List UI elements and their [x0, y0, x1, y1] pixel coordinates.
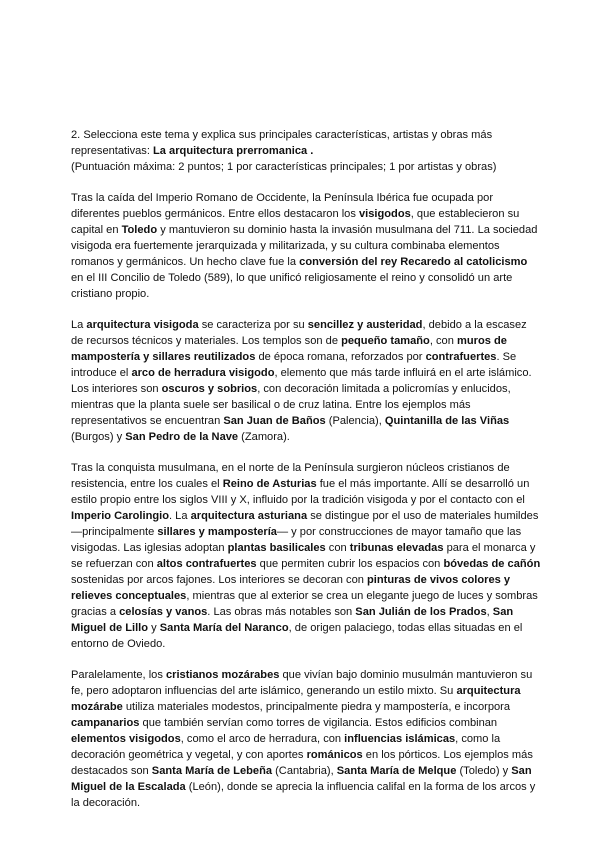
question-text: 2. Selecciona este tema y explica sus principales características, artistas y obras más representativas: [71, 129, 493, 157]
text-run: , de origen palaciego, todas ellas situadas en el entorno de Oviedo. [71, 622, 523, 650]
bold-term: San Miguel de la Escalada [71, 765, 532, 793]
bold-term: visigodos [358, 208, 411, 220]
bold-term: Santa María de Melque [336, 765, 457, 777]
text-run: (Burgos) y [71, 431, 126, 443]
text-run: y mantuvieron su dominio hasta la invasión musulmana del 711. La sociedad visigoda era fuertemente jerarquizada y militarizada, y su cultura combinaba elementos romanos y germánicos. Un hecho clave fue la [71, 224, 538, 268]
bold-term: sillares y mampostería [157, 526, 277, 538]
bold-term: campanarios [71, 717, 140, 729]
bold-term: San Julián de los Prados [355, 606, 487, 618]
text-run: , como la decoración geométrica y vegetal, y con aportes [71, 733, 501, 761]
text-run: , elemento que más tarde influirá en el arte islámico. Los interiores son [71, 367, 532, 395]
paragraph-4 [71, 667, 541, 811]
bold-term: celosías y vanos [119, 606, 208, 618]
bold-term: San Juan de Baños [223, 415, 326, 427]
text-run: fue el más importante. Allí se desarrolló un estilo propio entre los siglos VIII y X, influido por la tradición visigoda y por el contacto con el [71, 478, 530, 506]
bold-term: bóvedas de cañón [443, 558, 541, 570]
text-run: (Toledo) y [456, 765, 512, 777]
text-run: . La [169, 510, 191, 522]
text-run: y [148, 622, 160, 634]
question-topic: La arquitectura prerromanica . [153, 145, 314, 157]
bold-term: cristianos mozárabes [165, 669, 280, 681]
paragraph-2 [71, 317, 541, 445]
text-run: , mientras que al exterior se crea un elegante juego de luces y sombras gracias a [71, 590, 538, 618]
bold-term: románicos [306, 749, 363, 761]
text-run: (León), donde se aprecia la influencia califal en la forma de los arcos y la decoración. [71, 781, 536, 809]
bold-term: Imperio Carolingio [71, 510, 170, 522]
bold-term: muros de mampostería y sillares reutilizados [71, 335, 507, 363]
text-run: , como el arco de herradura, con [180, 733, 345, 745]
paragraph-1 [71, 190, 541, 302]
text-run: que permiten cubrir los espacios con [256, 558, 444, 570]
scoring-note: (Puntuación máxima: 2 puntos; 1 por características principales; 1 por artistas y obras) [71, 161, 497, 173]
bold-term: altos contrafuertes [156, 558, 257, 570]
bold-term: San Pedro de la Nave [125, 431, 239, 443]
text-run: — y por construcciones de mayor tamaño que las visigodas. Las iglesias adoptan [71, 526, 522, 554]
text-run: de época romana, reforzados por [255, 351, 426, 363]
text-run: que vivían bajo dominio musulmán mantuvieron su fe, pero adoptaron influencias del arte islámico, generando un estilo mixto. Su [71, 669, 533, 697]
question-header [71, 127, 541, 175]
text-run: , que establecieron su capital en [71, 208, 520, 236]
bold-term: arquitectura mozárabe [71, 685, 521, 713]
bold-term: pequeño tamaño [341, 335, 430, 347]
bold-term: arquitectura visigoda [86, 319, 199, 331]
bold-term: conversión del rey Recaredo al catolicismo [299, 256, 528, 268]
paragraph-3 [71, 460, 541, 652]
bold-term: plantas basilicales [227, 542, 326, 554]
text-run: , con decoración limitada a policromías y enlucidos, mientras que la planta suele ser basilical o de cruz latina. Entre los ejemplos más representativos se encuentran [71, 383, 511, 427]
text-run: (Palencia), [325, 415, 385, 427]
text-run: para el monarca y se refuerzan con [71, 542, 536, 570]
bold-term: elementos visigodos [71, 733, 181, 745]
bold-term: Reino de Asturias [222, 478, 317, 490]
text-run: (Cantabria), [272, 765, 337, 777]
document-body [71, 127, 541, 826]
text-run: sostenidas por arcos fajones. Los interiores se decoran con [71, 574, 367, 586]
bold-term: sencillez y austeridad [307, 319, 423, 331]
text-run: , debido a la escasez de recursos técnicos y materiales. Los templos son de [71, 319, 527, 347]
text-run: se caracteriza por su [198, 319, 308, 331]
text-run: . Se introduce el [71, 351, 517, 379]
text-run: . Las obras más notables son [207, 606, 356, 618]
text-run: con [325, 542, 350, 554]
text-run: , [486, 606, 493, 618]
bold-term: Toledo [121, 224, 158, 236]
text-run: en los pórticos. Los ejemplos más destacados son [71, 749, 533, 777]
bold-term: arquitectura asturiana [190, 510, 308, 522]
bold-term: Santa María de Lebeña [151, 765, 273, 777]
text-run: Paralelamente, los [71, 669, 166, 681]
text-run: en el III Concilio de Toledo (589), lo que unificó religiosamente el reino y consolidó un arte cristiano propio. [71, 272, 513, 300]
bold-term: arco de herradura visigodo [131, 367, 275, 379]
answer-paragraphs [71, 190, 541, 811]
bold-term: tribunas elevadas [349, 542, 444, 554]
bold-term: San Miguel de Lillo [71, 606, 514, 634]
bold-term: Santa María del Naranco [159, 622, 289, 634]
text-run: La [71, 319, 87, 331]
text-run: se distingue por el uso de materiales humildes —principalmente [71, 510, 539, 538]
text-run: utiliza materiales modestos, principalmente piedra y mampostería, e incorpora [122, 701, 511, 713]
text-run: (Zamora). [238, 431, 290, 443]
bold-term: oscuros y sobrios [161, 383, 258, 395]
text-run: , con [429, 335, 457, 347]
bold-term: Quintanilla de las Viñas [384, 415, 510, 427]
bold-term: influencias islámicas [344, 733, 456, 745]
bold-term: contrafuertes [425, 351, 497, 363]
bold-term: pinturas de vivos colores y relieves conceptuales [71, 574, 511, 602]
text-run: Tras la conquista musulmana, en el norte de la Península surgieron núcleos cristianos de resistencia, entre los cuales el [71, 462, 510, 490]
text-run: que también servían como torres de vigilancia. Estos edificios combinan [139, 717, 498, 729]
text-run: Tras la caída del Imperio Romano de Occidente, la Península Ibérica fue ocupada por diferentes pueblos germánicos. Entre ellos destacaron los [71, 192, 494, 220]
